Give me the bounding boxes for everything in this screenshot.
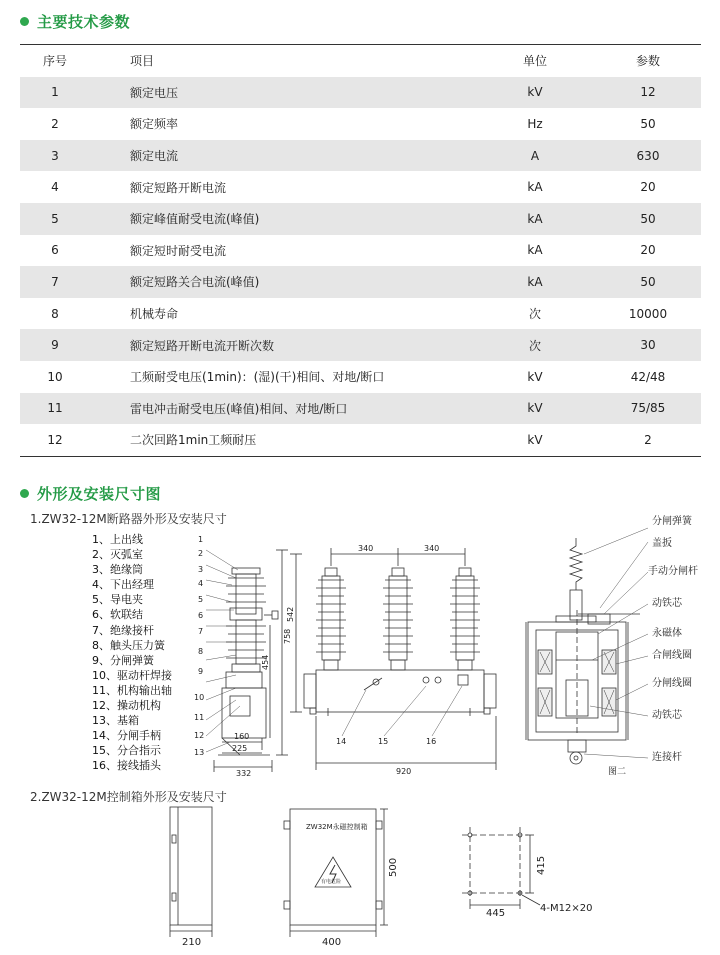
cell-item: 额定峰值耐受电流(峰值) bbox=[130, 212, 260, 227]
cell-unit: kA bbox=[527, 243, 543, 258]
list-item: 12、操动机构 bbox=[92, 699, 161, 713]
mech-label: 动铁芯 bbox=[652, 710, 682, 721]
fig2-caption: 图二 bbox=[608, 767, 627, 777]
side-number: 10 bbox=[194, 693, 205, 702]
front-label-15: 15 bbox=[378, 737, 389, 746]
dim-454: 454 bbox=[261, 654, 270, 670]
mech-label: 盖扳 bbox=[652, 538, 672, 549]
table-row bbox=[20, 329, 701, 361]
cell-item: 额定电流 bbox=[130, 149, 179, 164]
dim-340-right: 340 bbox=[424, 544, 440, 553]
table-row bbox=[20, 393, 701, 425]
side-number: 12 bbox=[194, 731, 205, 740]
cell-item: 额定短时耐受电流 bbox=[130, 243, 227, 258]
front-label-16: 16 bbox=[426, 737, 437, 746]
list-item: 11、机构输出轴 bbox=[92, 683, 172, 697]
table-row bbox=[20, 77, 701, 109]
dim-542: 542 bbox=[286, 606, 295, 622]
col-header-unit: 单位 bbox=[522, 54, 547, 69]
warning-label: 有电危险 bbox=[321, 879, 342, 885]
dim-920: 920 bbox=[396, 767, 412, 776]
list-item: 1、上出线 bbox=[92, 533, 143, 546]
table-header-row bbox=[20, 45, 701, 77]
section-title: 主要技术参数 bbox=[37, 12, 131, 31]
cell-item: 二次回路1min工频耐压 bbox=[130, 433, 257, 448]
cell-item: 额定短路开断电流 bbox=[130, 180, 227, 195]
table-row bbox=[20, 171, 701, 203]
cell-item: 工频耐受电压(1min)：(湿)(干)相间、对地/断口 bbox=[130, 370, 385, 385]
bullet-icon bbox=[20, 489, 29, 498]
side-number: 3 bbox=[198, 565, 204, 574]
cell-unit: Hz bbox=[527, 116, 543, 131]
cell-item: 机械寿命 bbox=[130, 307, 179, 322]
cell-value: 2 bbox=[644, 432, 652, 447]
dim-225: 225 bbox=[232, 744, 248, 753]
cell-unit: 次 bbox=[528, 338, 541, 353]
bullet-icon bbox=[20, 17, 29, 26]
cell-value: 50 bbox=[640, 211, 656, 226]
cell-value: 20 bbox=[640, 243, 656, 258]
side-number: 11 bbox=[194, 713, 205, 722]
cell-no: 4 bbox=[51, 180, 59, 195]
cell-unit: kA bbox=[527, 274, 543, 289]
dim-210: 210 bbox=[182, 937, 202, 948]
cell-item: 雷电冲击耐受电压(峰值)相间、对地/断口 bbox=[130, 401, 348, 416]
section-header-tech-params bbox=[20, 8, 130, 34]
dim-160: 160 bbox=[234, 732, 250, 741]
list-item: 4、下出经理 bbox=[92, 578, 154, 592]
section-title: 外形及安装尺寸图 bbox=[37, 484, 162, 503]
section-header-dimensions bbox=[20, 480, 161, 506]
dim-500: 500 bbox=[388, 857, 399, 877]
cell-value: 630 bbox=[636, 148, 660, 163]
list-item: 14、分闸手柄 bbox=[92, 729, 161, 743]
cell-no: 6 bbox=[51, 243, 59, 258]
list-item: 8、触头压力簧 bbox=[92, 638, 165, 652]
cell-no: 11 bbox=[47, 401, 63, 416]
list-item: 3、绝缘筒 bbox=[92, 563, 143, 577]
dim-340-left: 340 bbox=[358, 544, 374, 553]
cell-unit: kA bbox=[527, 180, 543, 195]
table-row bbox=[20, 108, 701, 140]
list-item: 15、分合指示 bbox=[92, 744, 161, 758]
col-header-no: 序号 bbox=[42, 54, 67, 69]
cell-unit: kV bbox=[527, 401, 543, 416]
cell-unit: kV bbox=[527, 432, 543, 447]
figure1-labels bbox=[0, 510, 720, 790]
cell-no: 12 bbox=[47, 432, 63, 447]
cell-no: 1 bbox=[51, 85, 59, 100]
cell-no: 3 bbox=[51, 148, 59, 163]
cell-value: 50 bbox=[640, 274, 656, 289]
side-number: 1 bbox=[198, 535, 204, 544]
cell-value: 12 bbox=[640, 85, 656, 100]
cell-no: 7 bbox=[51, 274, 59, 289]
table-row bbox=[20, 203, 701, 235]
dim-400: 400 bbox=[322, 937, 342, 948]
cell-unit: kV bbox=[527, 85, 543, 100]
spec-table bbox=[20, 44, 701, 457]
cell-no: 10 bbox=[47, 369, 63, 384]
dim-332: 332 bbox=[236, 769, 252, 778]
figure1-title: 1.ZW32-12M断路器外形及安装尺寸 bbox=[30, 512, 227, 526]
side-number: 2 bbox=[198, 549, 204, 558]
list-item: 9、分闸弹簧 bbox=[92, 653, 154, 667]
mech-label: 合闸线圈 bbox=[652, 650, 692, 661]
cell-no: 2 bbox=[51, 116, 59, 131]
side-number: 13 bbox=[194, 748, 205, 757]
table-row bbox=[20, 361, 701, 393]
mech-label: 连接杆 bbox=[652, 752, 682, 763]
cell-unit: 次 bbox=[528, 307, 541, 322]
front-label-14: 14 bbox=[336, 737, 347, 746]
side-number: 9 bbox=[198, 667, 204, 676]
figure2-title: 2.ZW32-12M控制箱外形及安装尺寸 bbox=[30, 790, 227, 804]
figure2-labels bbox=[0, 805, 720, 955]
side-number: 5 bbox=[198, 595, 204, 604]
list-item: 7、绝缘接杆 bbox=[92, 623, 154, 637]
dim-holes: 4-M12×20 bbox=[540, 903, 593, 914]
list-item: 6、软联结 bbox=[92, 608, 143, 622]
cell-item: 额定频率 bbox=[130, 117, 179, 132]
cell-value: 50 bbox=[640, 116, 656, 131]
cell-unit: kA bbox=[527, 211, 543, 226]
list-item: 5、导电夹 bbox=[92, 593, 143, 607]
cell-value: 10000 bbox=[628, 306, 668, 321]
cell-no: 5 bbox=[51, 211, 59, 226]
cell-no: 8 bbox=[51, 306, 59, 321]
cell-no: 9 bbox=[51, 338, 59, 353]
table-row bbox=[20, 298, 701, 330]
cell-value: 20 bbox=[640, 180, 656, 195]
cell-value: 30 bbox=[640, 338, 656, 353]
cell-unit: A bbox=[530, 148, 540, 163]
list-item: 10、驱动杆焊接 bbox=[92, 668, 172, 682]
cell-unit: kV bbox=[527, 369, 543, 384]
cell-item: 额定电压 bbox=[130, 85, 179, 100]
mech-label: 动铁芯 bbox=[652, 598, 682, 609]
side-number: 4 bbox=[198, 579, 204, 588]
cell-item: 额定短路开断电流开断次数 bbox=[130, 338, 275, 353]
col-header-item: 项目 bbox=[130, 54, 155, 69]
mech-label: 永磁体 bbox=[652, 628, 682, 639]
table-row bbox=[20, 140, 701, 172]
col-header-value: 参数 bbox=[635, 54, 660, 69]
mech-label: 分闸弹簧 bbox=[652, 516, 692, 527]
mech-label: 手动分闸杆 bbox=[648, 566, 698, 577]
list-item: 13、基箱 bbox=[92, 714, 139, 728]
table-row bbox=[20, 424, 701, 456]
dim-445: 445 bbox=[486, 908, 506, 919]
mech-label: 分闸线圈 bbox=[652, 678, 692, 689]
dim-758: 758 bbox=[283, 628, 292, 644]
dim-415: 415 bbox=[536, 855, 547, 875]
cell-item: 额定短路关合电流(峰值) bbox=[130, 275, 260, 290]
table-row bbox=[20, 235, 701, 267]
side-number: 6 bbox=[198, 611, 204, 620]
side-number: 8 bbox=[198, 647, 204, 656]
side-number: 7 bbox=[198, 627, 204, 636]
list-item: 2、灭弧室 bbox=[92, 548, 143, 562]
cell-value: 75/85 bbox=[630, 401, 666, 416]
table-row bbox=[20, 266, 701, 298]
box-label: ZW32M永磁控制箱 bbox=[306, 823, 368, 831]
list-item: 16、接线插头 bbox=[92, 759, 161, 773]
cell-value: 42/48 bbox=[630, 369, 666, 384]
